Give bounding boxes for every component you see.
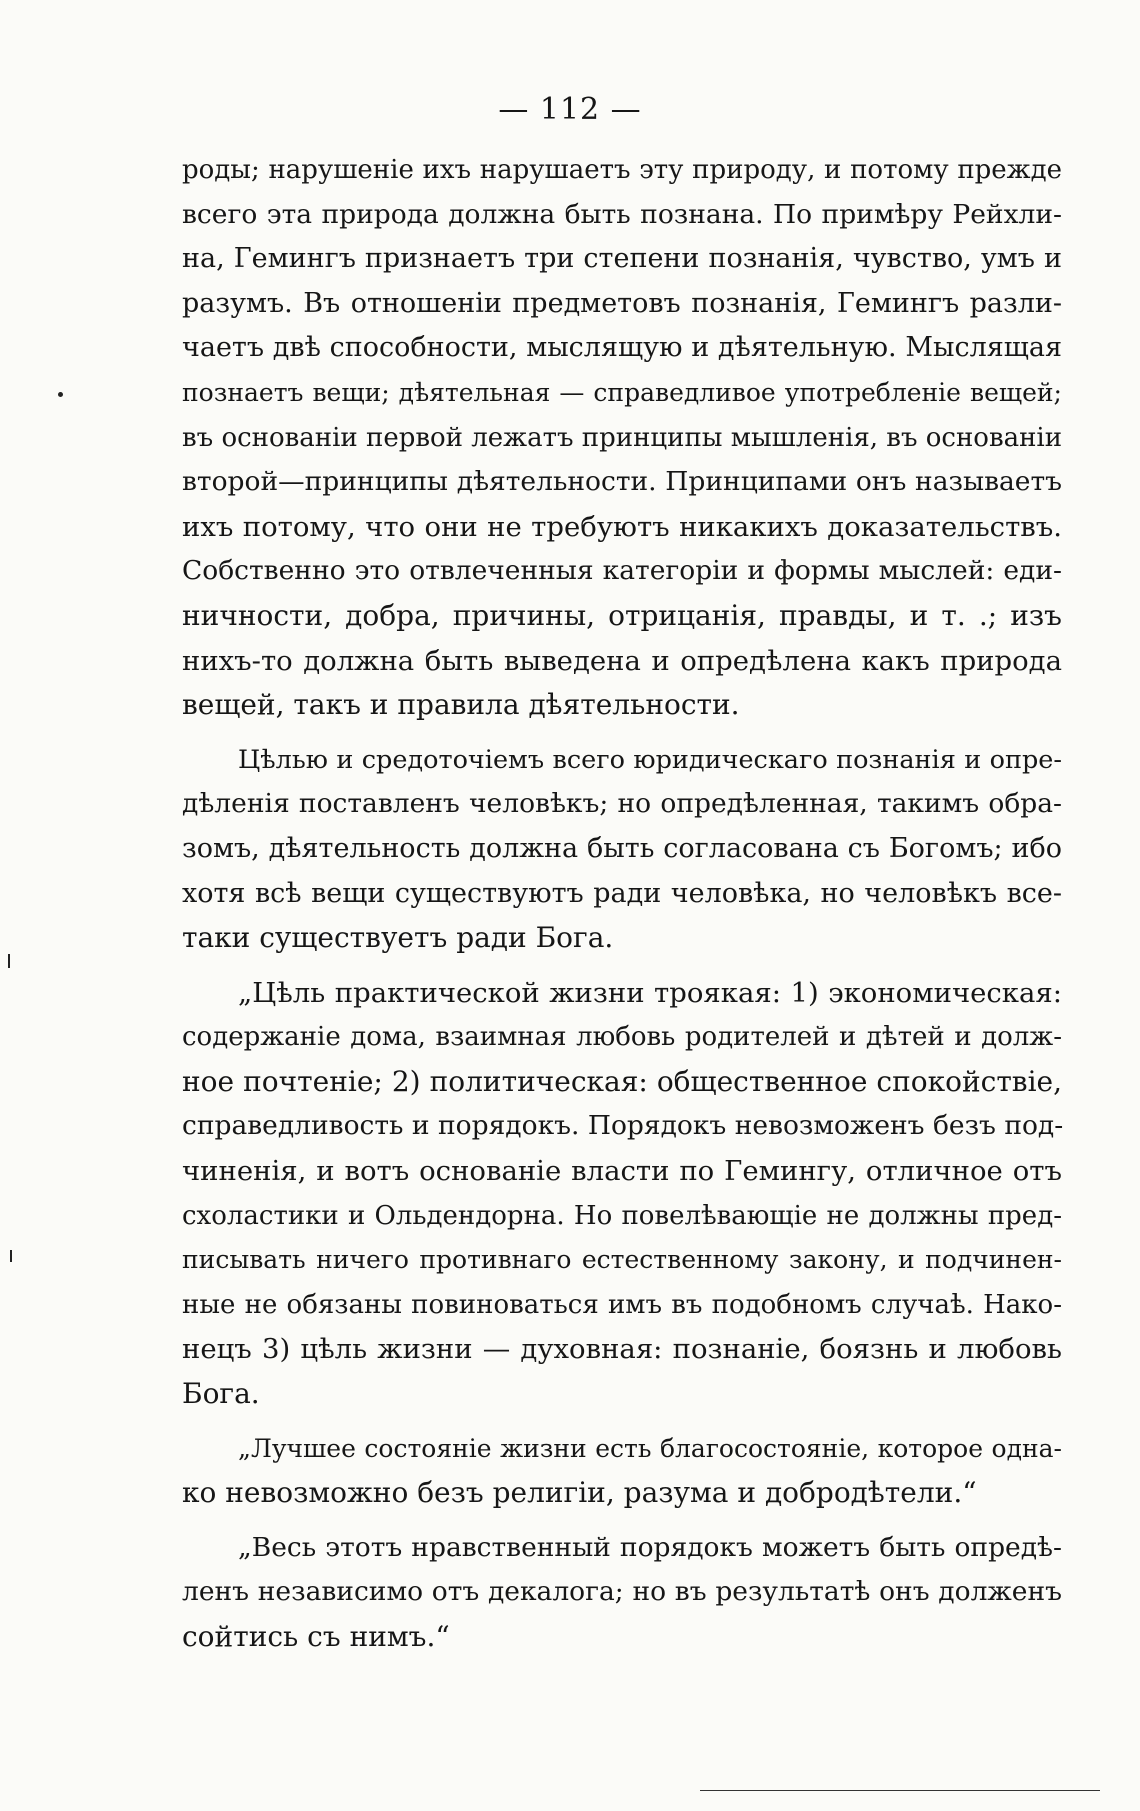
- paragraph: [182, 148, 1062, 728]
- text-line: ко невозможно безъ религіи, разума и добродѣтели.“: [182, 1476, 977, 1510]
- text-line: писывать ничего противнаго естественному закону, и подчинен-: [182, 1245, 1062, 1275]
- page-text: [182, 148, 1062, 1660]
- paragraph: [182, 1427, 1062, 1516]
- text-line: разумъ. Въ отношеніи предметовъ познанія, Гемингъ разли-: [182, 287, 1062, 319]
- text-line: сойтись съ нимъ.“: [182, 1620, 450, 1653]
- text-line: всего эта природа должна быть познана. По примѣру Рейхли-: [182, 198, 1062, 230]
- paragraph: [182, 971, 1062, 1417]
- page-number: — 112 —: [498, 92, 642, 127]
- paragraph: [182, 1526, 1062, 1660]
- scan-edge-line: [700, 1790, 1100, 1791]
- text-line: чаетъ двѣ способности, мыслящую и дѣятельную. Мыслящая: [182, 332, 1062, 364]
- text-line: на, Гемингъ признаетъ три степени познанія, чувство, умъ и: [182, 243, 1062, 275]
- text-line: ные не обязаны повиноваться имъ въ подобномъ случаѣ. Нако-: [182, 1289, 1062, 1320]
- text-line: нецъ 3) цѣль жизни — духовная: познаніе, боязнь и любовь: [182, 1333, 1062, 1366]
- text-line: второй—принципы дѣятельности. Принципами онъ называетъ: [182, 466, 1062, 498]
- text-line: вещей, такъ и правила дѣятельности.: [182, 688, 740, 722]
- scan-speck: [8, 954, 10, 968]
- scan-speck: [58, 392, 63, 397]
- text-line: ихъ потому, что они не требуютъ никакихъ доказательствъ.: [182, 510, 1062, 543]
- text-line: „Лучшее состояніе жизни есть благосостояніе, которое одна-: [238, 1433, 1062, 1463]
- text-line: справедливость и порядокъ. Порядокъ невозможенъ безъ под-: [182, 1110, 1064, 1142]
- text-line: Бога.: [182, 1377, 260, 1411]
- scan-speck: [10, 1250, 12, 1262]
- text-line: Собственно это отвлеченныя категоріи и формы мыслей: еди-: [182, 555, 1062, 587]
- text-line: дѣленія поставленъ человѣкъ; но опредѣленная, такимъ обра-: [182, 788, 1062, 820]
- text-line: познаетъ вещи; дѣятельная — справедливое употребленіе вещей;: [182, 377, 1062, 407]
- text-line: ничности, добра, причины, отрицанія, правды, и т. .; изъ: [182, 598, 1062, 632]
- text-line: чиненія, и вотъ основаніе власти по Гемингу, отличное отъ: [182, 1155, 1062, 1188]
- text-line: „Цѣль практической жизни троякая: 1) экономическая:: [238, 976, 1062, 1009]
- paragraph: [182, 738, 1062, 961]
- text-line: содержаніе дома, взаимная любовь родителей и дѣтей и долж-: [182, 1022, 1062, 1053]
- text-line: въ основаніи первой лежатъ принципы мышленія, въ основаніи: [182, 422, 1063, 453]
- text-line: „Весь этотъ нравственный порядокъ можетъ быть опредѣ-: [238, 1531, 1062, 1563]
- text-line: ленъ независимо отъ декалога; но въ результатѣ онъ долженъ: [182, 1576, 1062, 1608]
- text-line: таки существуетъ ради Бога.: [182, 921, 614, 955]
- text-line: ное почтеніе; 2) политическая: общественное спокойствіе,: [182, 1064, 1062, 1098]
- text-line: роды; нарушеніе ихъ нарушаетъ эту природу, и потому прежде: [182, 155, 1062, 185]
- text-line: хотя всѣ вещи существуютъ ради человѣка, но человѣкъ все-: [182, 877, 1062, 909]
- text-line: нихъ-то должна быть выведена и опредѣлена какъ природа: [182, 644, 1062, 677]
- text-line: Цѣлью и средоточіемъ всего юридическаго познанія и опре-: [238, 744, 1062, 775]
- text-line: зомъ, дѣятельность должна быть согласована съ Богомъ; ибо: [182, 832, 1062, 864]
- text-line: схоластики и Ольдендорна. Но повелѣвающіе не должны пред-: [182, 1200, 1062, 1231]
